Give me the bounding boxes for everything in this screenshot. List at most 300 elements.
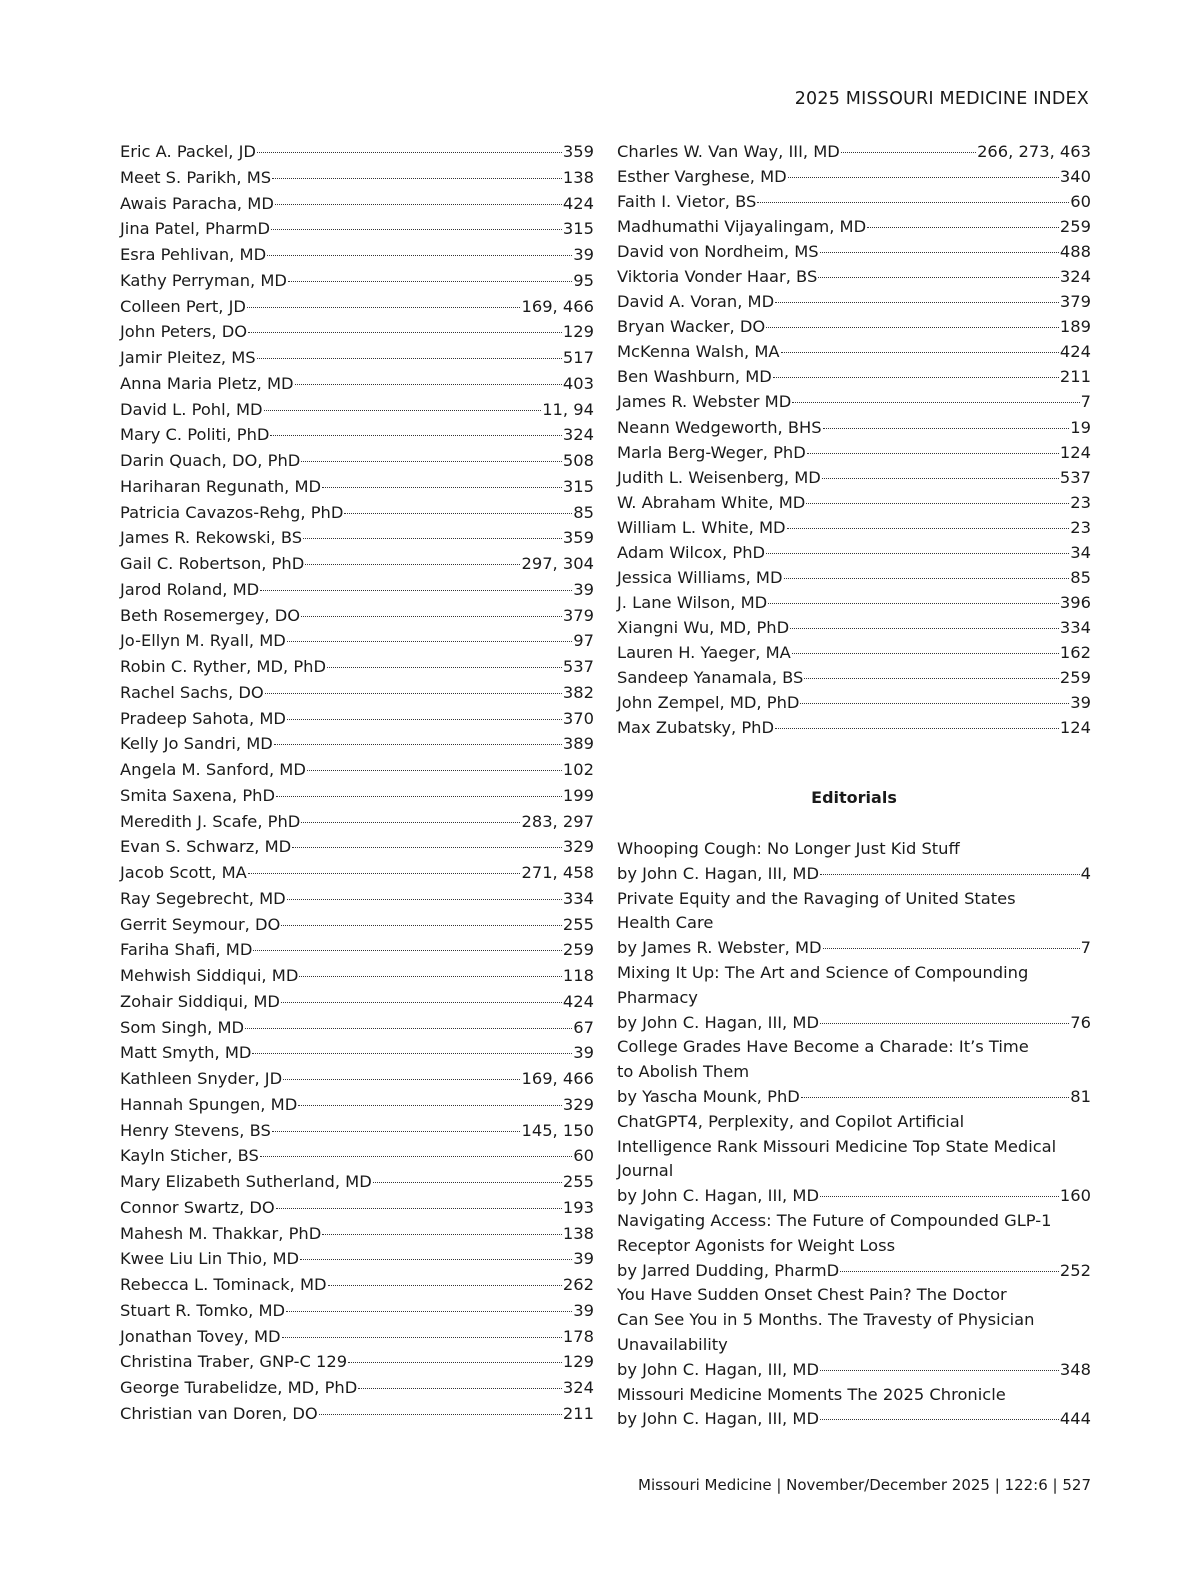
page-number: 262 bbox=[562, 1275, 594, 1294]
index-entry bbox=[617, 665, 1091, 690]
index-entry bbox=[120, 345, 594, 371]
index-entry bbox=[120, 422, 594, 448]
author-name: Jonathan Tovey, MD bbox=[120, 1326, 281, 1346]
dot-leader bbox=[801, 1097, 1069, 1098]
page-number: 334 bbox=[562, 888, 594, 908]
index-entry bbox=[617, 189, 1091, 214]
dot-leader bbox=[820, 1419, 1059, 1420]
index-entry bbox=[120, 1375, 594, 1401]
dot-leader bbox=[301, 616, 562, 617]
dot-leader bbox=[303, 538, 562, 539]
author-name: Matt Smyth, MD bbox=[120, 1043, 252, 1063]
author-name: Esther Varghese, MD bbox=[617, 167, 787, 187]
page-number: 444 bbox=[1059, 1409, 1091, 1429]
editorial-author: by John C. Hagan, III, MD bbox=[617, 1359, 819, 1379]
page-number: 39 bbox=[573, 1300, 594, 1320]
dot-leader bbox=[322, 487, 562, 488]
page-number: 424 bbox=[562, 991, 594, 1011]
index-entry bbox=[617, 540, 1091, 565]
dot-leader bbox=[807, 453, 1059, 454]
index-entry bbox=[120, 783, 594, 809]
author-name: Neann Wedgeworth, BHS bbox=[617, 417, 822, 437]
page-number: 4 bbox=[1080, 863, 1091, 883]
index-entry bbox=[617, 515, 1091, 540]
author-name: Anna Maria Pletz, MD bbox=[120, 373, 294, 393]
page-number: 67 bbox=[573, 1017, 594, 1037]
author-name: Angela M. Sanford, MD bbox=[120, 760, 306, 779]
author-name: Robin C. Ryther, MD, PhD bbox=[120, 657, 327, 676]
index-entry bbox=[120, 1066, 594, 1092]
index-entry bbox=[617, 615, 1091, 640]
dot-leader bbox=[358, 1388, 562, 1389]
dot-leader bbox=[286, 1311, 572, 1312]
author-name: Mary C. Politi, PhD bbox=[120, 425, 270, 445]
author-name: David L. Pohl, MD bbox=[120, 399, 263, 419]
dot-leader bbox=[292, 847, 562, 848]
dot-leader bbox=[287, 641, 572, 642]
index-entry bbox=[617, 415, 1091, 440]
dot-leader bbox=[804, 678, 1059, 679]
page-number: 252 bbox=[1059, 1260, 1091, 1280]
page-number: 266, 273, 463 bbox=[977, 142, 1091, 161]
dot-leader bbox=[248, 332, 562, 333]
author-name: John Peters, DO bbox=[120, 322, 248, 342]
editorial-title-line: Private Equity and the Ravaging of United States bbox=[617, 888, 1016, 908]
page-number: 85 bbox=[1070, 567, 1091, 587]
editorial-title-line: Pharmacy bbox=[617, 987, 698, 1007]
page-number: 359 bbox=[562, 528, 594, 548]
index-entry bbox=[120, 809, 594, 835]
author-name: James R. Webster MD bbox=[617, 392, 792, 412]
page-number: 403 bbox=[562, 373, 594, 393]
index-entry bbox=[617, 164, 1091, 189]
index-entry bbox=[120, 1349, 594, 1375]
author-name: David von Nordheim, MS bbox=[617, 242, 819, 262]
editorial-byline bbox=[617, 1259, 1091, 1284]
author-name: Gail C. Robertson, PhD bbox=[120, 554, 305, 573]
author-name: McKenna Walsh, MA bbox=[617, 342, 780, 362]
index-entry bbox=[120, 191, 594, 217]
author-name: Charles W. Van Way, III, MD bbox=[617, 142, 840, 161]
author-name: Connor Swartz, DO bbox=[120, 1197, 275, 1217]
page-number: 138 bbox=[562, 167, 594, 187]
index-entry bbox=[617, 239, 1091, 264]
dot-leader bbox=[282, 1337, 562, 1338]
index-entry bbox=[120, 1324, 594, 1350]
author-name: Evan S. Schwarz, MD bbox=[120, 837, 292, 857]
index-entry bbox=[120, 937, 594, 963]
page-number: 259 bbox=[1059, 217, 1091, 237]
dot-leader bbox=[276, 796, 562, 797]
page-number: 23 bbox=[1070, 492, 1091, 512]
index-entry bbox=[120, 654, 594, 680]
author-name: Jamir Pleitez, MS bbox=[120, 348, 256, 367]
author-name: Faith I. Vietor, BS bbox=[617, 192, 757, 212]
page-number: 370 bbox=[562, 708, 594, 728]
dot-leader bbox=[328, 1285, 562, 1286]
dot-leader bbox=[305, 564, 520, 565]
dot-leader bbox=[300, 1259, 572, 1260]
index-entry bbox=[120, 860, 594, 886]
page-number: 60 bbox=[1070, 192, 1091, 212]
dot-leader bbox=[281, 1002, 562, 1003]
author-name: Esra Pehlivan, MD bbox=[120, 245, 267, 264]
index-entry bbox=[120, 242, 594, 268]
page-number: 193 bbox=[562, 1197, 594, 1217]
author-index-right-column bbox=[617, 139, 1091, 740]
index-entry bbox=[120, 628, 594, 654]
editorial-item bbox=[617, 961, 1091, 1035]
author-name: Adam Wilcox, PhD bbox=[617, 542, 766, 562]
editorial-title-line: Journal bbox=[617, 1161, 674, 1181]
page-number: 315 bbox=[562, 219, 594, 239]
dot-leader bbox=[775, 728, 1059, 729]
dot-leader bbox=[322, 1234, 562, 1235]
editorial-title-line: Can See You in 5 Months. The Travesty of Physician bbox=[617, 1310, 1035, 1330]
page-number: 39 bbox=[1070, 693, 1091, 713]
author-name: J. Lane Wilson, MD bbox=[617, 592, 768, 612]
editorial-title-line: You Have Sudden Onset Chest Pain? The Doctor bbox=[617, 1285, 1007, 1305]
dot-leader bbox=[307, 770, 562, 771]
page-number: 255 bbox=[562, 914, 594, 934]
dot-leader bbox=[283, 1079, 520, 1080]
index-entry bbox=[120, 1298, 594, 1324]
page-number: 60 bbox=[573, 1146, 594, 1166]
editorial-byline bbox=[617, 1085, 1091, 1110]
index-entry bbox=[617, 389, 1091, 414]
index-entry bbox=[120, 1221, 594, 1247]
editorials-list bbox=[617, 837, 1091, 1432]
page-number: 488 bbox=[1059, 242, 1091, 262]
author-name: Kelly Jo Sandri, MD bbox=[120, 734, 273, 754]
page-number: 334 bbox=[1059, 617, 1091, 637]
index-entry bbox=[120, 963, 594, 989]
author-name: William L. White, MD bbox=[617, 517, 786, 537]
dot-leader bbox=[287, 899, 562, 900]
dot-leader bbox=[270, 435, 561, 436]
dot-leader bbox=[790, 628, 1059, 629]
dot-leader bbox=[260, 1156, 572, 1157]
author-name: George Turabelidze, MD, PhD bbox=[120, 1378, 358, 1397]
index-entry bbox=[120, 706, 594, 732]
index-entry bbox=[120, 834, 594, 860]
author-name: W. Abraham White, MD bbox=[617, 492, 806, 512]
dot-leader bbox=[373, 1182, 562, 1183]
author-name: Henry Stevens, BS bbox=[120, 1120, 271, 1140]
dot-leader bbox=[820, 1196, 1059, 1197]
author-name: Fariha Shafi, MD bbox=[120, 940, 253, 960]
dot-leader bbox=[781, 352, 1059, 353]
editorial-title-line: Whooping Cough: No Longer Just Kid Stuff bbox=[617, 839, 960, 858]
page-number: 118 bbox=[562, 966, 594, 985]
page-number: 145, 150 bbox=[521, 1120, 594, 1140]
editorial-title-line: Mixing It Up: The Art and Science of Compounding bbox=[617, 962, 1029, 982]
page-header-title: 2025 MISSOURI MEDICINE INDEX bbox=[794, 89, 1089, 109]
index-entry bbox=[120, 216, 594, 242]
index-entry bbox=[617, 565, 1091, 590]
page-number: 39 bbox=[573, 1249, 594, 1269]
index-entry bbox=[617, 465, 1091, 490]
author-name: Jarod Roland, MD bbox=[120, 579, 260, 599]
index-entry bbox=[120, 912, 594, 938]
author-name: Viktoria Vonder Haar, BS bbox=[617, 267, 818, 287]
dot-leader bbox=[260, 590, 572, 591]
author-name: Jina Patel, PharmD bbox=[120, 219, 271, 239]
index-entry bbox=[120, 371, 594, 397]
index-entry bbox=[617, 640, 1091, 665]
page-number: 379 bbox=[1059, 292, 1091, 312]
dot-leader bbox=[257, 358, 562, 359]
dot-leader bbox=[820, 874, 1080, 875]
editorial-item bbox=[617, 1209, 1091, 1283]
author-name: Kathy Perryman, MD bbox=[120, 270, 287, 290]
author-name: John Zempel, MD, PhD bbox=[617, 693, 800, 713]
index-entry bbox=[120, 294, 594, 320]
index-entry bbox=[120, 1246, 594, 1272]
index-entry bbox=[120, 603, 594, 629]
editorial-title-line: Navigating Access: The Future of Compounded GLP-1 bbox=[617, 1210, 1052, 1230]
page-number: 39 bbox=[573, 1043, 594, 1063]
index-entry bbox=[120, 1040, 594, 1066]
dot-leader bbox=[792, 653, 1059, 654]
dot-leader bbox=[818, 277, 1059, 278]
dot-leader bbox=[252, 1053, 572, 1054]
page-number: 324 bbox=[562, 1378, 594, 1397]
index-entry bbox=[617, 590, 1091, 615]
dot-leader bbox=[787, 528, 1070, 529]
author-name: Madhumathi Vijayalingam, MD bbox=[617, 217, 867, 237]
page-number: 379 bbox=[562, 605, 594, 625]
dot-leader bbox=[248, 873, 521, 874]
index-entry bbox=[120, 989, 594, 1015]
page-number: 129 bbox=[562, 322, 594, 342]
author-name: Darin Quach, DO, PhD bbox=[120, 451, 301, 470]
dot-leader bbox=[820, 252, 1059, 253]
page-number: 129 bbox=[562, 1352, 594, 1372]
page-number: 297, 304 bbox=[521, 554, 594, 573]
page-number: 359 bbox=[562, 142, 594, 161]
index-entry bbox=[120, 1401, 594, 1427]
editorial-byline bbox=[617, 1407, 1091, 1432]
page-number: 211 bbox=[562, 1403, 594, 1423]
author-name: Sandeep Yanamala, BS bbox=[617, 667, 804, 687]
page-number: 19 bbox=[1070, 417, 1091, 437]
author-name: Xiangni Wu, MD, PhD bbox=[617, 617, 790, 637]
dot-leader bbox=[327, 667, 562, 668]
author-name: Jessica Williams, MD bbox=[617, 567, 783, 587]
editorial-byline bbox=[617, 1358, 1091, 1383]
page-number: 124 bbox=[1059, 442, 1091, 462]
page-number: 424 bbox=[562, 193, 594, 213]
author-name: Smita Saxena, PhD bbox=[120, 785, 276, 805]
dot-leader bbox=[267, 255, 572, 256]
dot-leader bbox=[274, 744, 562, 745]
dot-leader bbox=[766, 327, 1059, 328]
dot-leader bbox=[766, 553, 1069, 554]
editorial-title-line: to Abolish Them bbox=[617, 1062, 750, 1082]
page-number: 537 bbox=[1059, 467, 1091, 487]
index-entry bbox=[617, 214, 1091, 239]
page-number: 95 bbox=[573, 270, 594, 290]
editorial-item bbox=[617, 1035, 1091, 1109]
index-entry bbox=[617, 289, 1091, 314]
page-number: 124 bbox=[1059, 718, 1091, 738]
page-number: 34 bbox=[1070, 542, 1091, 562]
page-number: 138 bbox=[562, 1223, 594, 1243]
dot-leader bbox=[265, 693, 562, 694]
page-number: 324 bbox=[1059, 267, 1091, 287]
dot-leader bbox=[301, 461, 562, 462]
page-number: 39 bbox=[573, 579, 594, 599]
editorial-author: by John C. Hagan, III, MD bbox=[617, 1012, 819, 1032]
page-number: 81 bbox=[1070, 1086, 1091, 1106]
page-number: 178 bbox=[562, 1326, 594, 1346]
page-number: 315 bbox=[562, 476, 594, 496]
editorial-item bbox=[617, 1283, 1091, 1382]
editorial-author: by John C. Hagan, III, MD bbox=[617, 1186, 819, 1206]
dot-leader bbox=[800, 703, 1069, 704]
page-number: 508 bbox=[562, 451, 594, 470]
dot-leader bbox=[298, 1105, 562, 1106]
index-entry bbox=[120, 165, 594, 191]
editorial-author: by Yascha Mounk, PhD bbox=[617, 1086, 800, 1106]
page-number: 169, 466 bbox=[521, 1069, 594, 1088]
dot-leader bbox=[247, 307, 521, 308]
page-number: 424 bbox=[1059, 342, 1091, 362]
author-name: Meet S. Parikh, MS bbox=[120, 167, 272, 187]
author-name: Hannah Spungen, MD bbox=[120, 1094, 298, 1114]
author-name: James R. Rekowski, BS bbox=[120, 528, 303, 548]
page-number: 11, 94 bbox=[542, 399, 594, 419]
index-entry bbox=[120, 731, 594, 757]
index-entry bbox=[120, 397, 594, 423]
author-name: Rebecca L. Tominack, MD bbox=[120, 1275, 327, 1294]
dot-leader bbox=[792, 402, 1079, 403]
dot-leader bbox=[295, 384, 562, 385]
author-name: Max Zubatsky, PhD bbox=[617, 718, 774, 738]
page-footer: Missouri Medicine | November/December 2025 | 122:6 | 527 bbox=[638, 1476, 1091, 1494]
page-number: 160 bbox=[1059, 1186, 1091, 1206]
dot-leader bbox=[784, 578, 1070, 579]
editorial-author: by James R. Webster, MD bbox=[617, 938, 822, 958]
page-number: 97 bbox=[573, 631, 594, 651]
editorial-byline bbox=[617, 862, 1091, 887]
dot-leader bbox=[287, 719, 562, 720]
page-number: 7 bbox=[1080, 938, 1091, 958]
page-number: 329 bbox=[562, 1094, 594, 1114]
dot-leader bbox=[840, 1271, 1059, 1272]
dot-leader bbox=[806, 503, 1069, 504]
index-entry bbox=[120, 525, 594, 551]
editorial-item bbox=[617, 1110, 1091, 1209]
index-entry bbox=[120, 757, 594, 783]
page-number: 283, 297 bbox=[521, 811, 594, 831]
editorial-title-line: Missouri Medicine Moments The 2025 Chronicle bbox=[617, 1384, 1006, 1404]
index-entry bbox=[120, 551, 594, 577]
index-entry bbox=[120, 268, 594, 294]
page-number: 255 bbox=[562, 1172, 594, 1191]
editorial-title-line: College Grades Have Become a Charade: It’s Time bbox=[617, 1037, 1029, 1057]
index-entry bbox=[617, 264, 1091, 289]
index-entry bbox=[120, 680, 594, 706]
dot-leader bbox=[344, 513, 572, 514]
dot-leader bbox=[775, 302, 1059, 303]
page-number: 259 bbox=[562, 940, 594, 960]
author-name: Ray Segebrecht, MD bbox=[120, 888, 286, 908]
author-name: Judith L. Weisenberg, MD bbox=[617, 467, 821, 487]
dot-leader bbox=[823, 428, 1070, 429]
author-name: Rachel Sachs, DO bbox=[120, 682, 264, 702]
editorial-byline bbox=[617, 1184, 1091, 1209]
index-entry bbox=[120, 886, 594, 912]
author-name: Christian van Doren, DO bbox=[120, 1403, 318, 1423]
author-name: Marla Berg-Weger, PhD bbox=[617, 442, 806, 462]
index-entry bbox=[617, 715, 1091, 740]
page-number: 517 bbox=[562, 348, 594, 367]
author-name: Awais Paracha, MD bbox=[120, 193, 274, 213]
editorial-title-line: Intelligence Rank Missouri Medicine Top State Medical bbox=[617, 1136, 1057, 1156]
editorial-item bbox=[617, 1383, 1091, 1433]
author-name: Kayln Sticher, BS bbox=[120, 1146, 259, 1166]
page-number: 162 bbox=[1059, 642, 1091, 662]
author-name: Hariharan Regunath, MD bbox=[120, 476, 322, 496]
editorial-author: by Jarred Dudding, PharmD bbox=[617, 1260, 840, 1280]
author-name: Patricia Cavazos-Rehg, PhD bbox=[120, 502, 344, 522]
dot-leader bbox=[867, 227, 1059, 228]
author-name: David A. Voran, MD bbox=[617, 292, 775, 312]
author-name: Kwee Liu Lin Thio, MD bbox=[120, 1249, 300, 1269]
index-entry bbox=[617, 339, 1091, 364]
editorial-title-line: Receptor Agonists for Weight Loss bbox=[617, 1235, 896, 1255]
page-number: 389 bbox=[562, 734, 594, 754]
index-entry bbox=[120, 500, 594, 526]
dot-leader bbox=[288, 281, 572, 282]
author-name: Eric A. Packel, JD bbox=[120, 142, 256, 161]
page-number: 199 bbox=[562, 785, 594, 805]
editorial-item bbox=[617, 887, 1091, 961]
dot-leader bbox=[281, 925, 562, 926]
index-entry bbox=[617, 490, 1091, 515]
author-name: Bryan Wacker, DO bbox=[617, 317, 766, 337]
author-name: Ben Washburn, MD bbox=[617, 367, 772, 387]
page-number: 169, 466 bbox=[521, 296, 594, 316]
dot-leader bbox=[820, 1023, 1069, 1024]
dot-leader bbox=[264, 410, 542, 411]
page-number: 259 bbox=[1059, 667, 1091, 687]
dot-leader bbox=[276, 1208, 562, 1209]
editorial-title-line: Health Care bbox=[617, 913, 714, 933]
page-number: 7 bbox=[1080, 392, 1091, 412]
editorials-heading: Editorials bbox=[811, 788, 897, 807]
page-number: 537 bbox=[562, 657, 594, 676]
dot-leader bbox=[253, 950, 562, 951]
dot-leader bbox=[257, 152, 562, 153]
editorial-byline bbox=[617, 936, 1091, 961]
author-name: Zohair Siddiqui, MD bbox=[120, 991, 280, 1011]
page-number: 39 bbox=[573, 245, 594, 264]
author-name: Colleen Pert, JD bbox=[120, 296, 246, 316]
dot-leader bbox=[299, 976, 562, 977]
page-number: 271, 458 bbox=[521, 863, 594, 882]
index-entry bbox=[120, 448, 594, 474]
index-entry bbox=[617, 314, 1091, 339]
author-name: Stuart R. Tomko, MD bbox=[120, 1300, 286, 1320]
dot-leader bbox=[823, 948, 1080, 949]
author-name: Gerrit Seymour, DO bbox=[120, 914, 281, 934]
page-number: 340 bbox=[1059, 167, 1091, 187]
author-index-left-column bbox=[120, 139, 594, 1427]
page-number: 211 bbox=[1059, 367, 1091, 387]
